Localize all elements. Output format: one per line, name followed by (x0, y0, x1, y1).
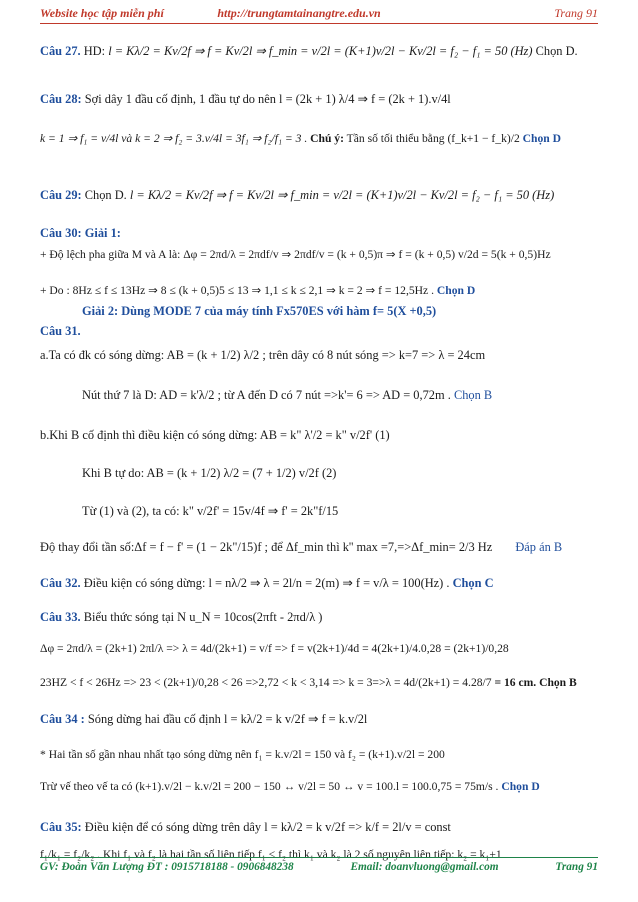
question-35-label: Câu 35: (40, 820, 82, 834)
question-30-answer: Chọn D (436, 284, 476, 297)
question-32 (40, 576, 600, 592)
question-31-b4-answer: Đáp án B (515, 540, 563, 554)
question-30-label: Câu 30: (40, 226, 82, 240)
footer-page-number: Trang 91 (555, 861, 598, 873)
question-33-line3: 23HZ < f < 26Hz => 23 < (2k+1)/0,28 < 26 =>2,72 < k < 3,14 => k = 3=>λ = 4d/(2k+1) = 4.28/7 (40, 676, 492, 689)
question-31-label: Câu 31. (40, 324, 81, 338)
question-34 (40, 712, 600, 728)
question-29-prefix: Chọn D. (84, 188, 127, 202)
question-35 (40, 820, 600, 836)
question-33-line3-answer: = 16 cm. Chọn B (494, 676, 577, 689)
question-31-b4-row (40, 540, 600, 556)
question-31-a1: a.Ta có đk có sóng dừng: AB = (k + 1/2) λ/2 ; trên dây có 8 nút sóng => k=7 => λ = 24cm (40, 348, 486, 362)
question-32-label: Câu 32. (40, 576, 81, 590)
question-31-a2: Nút thứ 7 là D: AD = k'λ/2 ; từ A đến D có 7 nút =>k'= 6 => AD = 0,72m . (82, 388, 451, 402)
question-34-answer: Chọn D (501, 780, 540, 793)
question-28-note-label: Chú ý: (310, 132, 344, 145)
question-30-line1: + Độ lệch pha giữa M và A là: Δφ = 2πd/λ = 2πdf/v ⇒ 2πdf/v = (k + 0,5)π ⇒ f = (k + 0,5) v/2d = 5(k + 0,5)Hz (40, 248, 551, 261)
question-35-text: Điều kiện để có sóng dừng trên dây l = kλ/2 = k v/2f => k/f = 2l/v = const (84, 820, 451, 834)
question-33-line3-row (40, 676, 600, 690)
footer-author: GV: Đoàn Văn Lượng ĐT : 0915718188 - 0906848238 (40, 861, 294, 873)
question-28 (40, 92, 600, 108)
question-31-b2: Khi B tự do: AB = (k + 1/2) λ/2 = (7 + 1/2) v/2f (2) (82, 466, 337, 480)
question-34-line3-row (40, 780, 600, 794)
question-29-label: Câu 29: (40, 188, 82, 202)
header-page-number: Trang 91 (554, 6, 598, 20)
question-28-line2: k = 1 ⇒ f₁ = v/4l và k = 2 ⇒ f₂ = 3.v/4l = 3f₁ ⇒ f₂/f₁ = 3 . (40, 132, 308, 145)
question-34-line3: Trừ vế theo vế ta có (k+1).v/2l − k.v/2l = 200 − 150 ↔ v/2l = 50 ↔ v = 100.l = 100.0,75 = 75m/s . (40, 780, 499, 793)
question-34-line2: * Hai tần số gần nhau nhất tạo sóng dừng nên f₁ = k.v/2l = 150 và f₂ = (k+1).v/2l = 200 (40, 748, 445, 761)
question-28-line2-row (40, 132, 600, 146)
question-32-answer: Chọn C (452, 576, 494, 590)
question-30-line2: + Do : 8Hz ≤ f ≤ 13Hz ⇒ 8 ≤ (k + 0,5)5 ≤ 13 ⇒ 1,1 ≤ k ≤ 2,1 ⇒ k = 2 ⇒ f = 12,5Hz . (40, 284, 434, 297)
question-27 (40, 44, 600, 60)
question-34-label: Câu 34 : (40, 712, 85, 726)
question-28-note: Tần số tối thiểu bằng (f_k+1 − f_k)/2 (346, 132, 520, 145)
question-27-prefix: HD: (83, 44, 106, 58)
header-site-name: Website học tập miễn phí (40, 6, 164, 20)
page-footer (40, 857, 598, 873)
question-32-text: Điều kiện có sóng dừng: l = nλ/2 ⇒ λ = 2l/n = 2(m) ⇒ f = v/λ = 100(Hz) . (83, 576, 450, 590)
question-31-a2-row (40, 388, 638, 404)
question-33-label: Câu 33. (40, 610, 81, 624)
question-31-b4: Độ thay đổi tần số:Δf = f − f' = (1 − 2k"/15)f ; để Δf_min thì k'' max =7,=>Δf_min= 2/3 Hz (40, 540, 493, 554)
question-28-answer: Chọn D (522, 132, 562, 145)
question-31-a2-answer: Chọn B (453, 388, 493, 402)
question-27-formula: l = Kλ/2 = Kv/2f ⇒ f = Kv/2l ⇒ f_min = v/2l = (K+1)v/2l − Kv/2l = f₂ − f₁ = 50 (Hz) (108, 44, 533, 58)
page-header (40, 6, 598, 24)
question-30-solution2: Giải 2: Dùng MODE 7 của máy tính Fx570ES với hàm f= 5(X +0,5) (82, 304, 437, 318)
footer-email[interactable]: Email: doanvluong@gmail.com (350, 861, 499, 873)
question-30-solution1-label: Giải 1: (84, 226, 121, 240)
question-35-line2: f₁/k₁ = f₂/k₂ . Khi f₁ và f₂ là hai tần số liên tiếp f₁ < f₂ thì k₁ và k₂ là 2 số nguyên liên tiếp: k₂ = k₁+1 (40, 848, 502, 861)
question-27-label: Câu 27. (40, 44, 81, 58)
question-33 (40, 610, 600, 626)
question-28-line1: Sợi dây 1 đầu cố định, 1 đầu tự do nên l = (2k + 1) λ/4 ⇒ f = (2k + 1).v/4l (84, 92, 451, 106)
question-27-answer: Chọn D. (535, 44, 578, 58)
question-29-formula: l = Kλ/2 = Kv/2f ⇒ f = Kv/2l ⇒ f_min = v/2l = (K+1)v/2l − Kv/2l = f₂ − f₁ = 50 (Hz) (129, 188, 555, 202)
question-31-b1: b.Khi B cố định thì điều kiện có sóng dừng: AB = k" λ'/2 = k" v/2f' (1) (40, 428, 390, 442)
question-31-label-row (40, 324, 600, 340)
question-29 (40, 188, 600, 204)
question-28-label: Câu 28: (40, 92, 82, 106)
question-30-heading (40, 226, 600, 242)
question-33-text: Biểu thức sóng tại N u_N = 10cos(2πft - 2πd/λ ) (83, 610, 323, 624)
question-34-text: Sóng dừng hai đầu cố định l = kλ/2 = k v/2f ⇒ f = k.v/2l (87, 712, 368, 726)
question-30-line2-row (40, 284, 600, 298)
question-31-b3: Từ (1) và (2), ta có: k" v/2f' = 15v/4f ⇒ f' = 2k"f/15 (82, 504, 339, 518)
header-url[interactable]: http://trungtamtainangtre.edu.vn (217, 6, 381, 20)
question-33-line2: Δφ = 2πd/λ = (2k+1) 2πl/λ => λ = 4d/(2k+1) = v/f => f = v(2k+1)/4d = 4(2k+1)/4.0,28 = (2k+1)/0,28 (40, 642, 509, 655)
